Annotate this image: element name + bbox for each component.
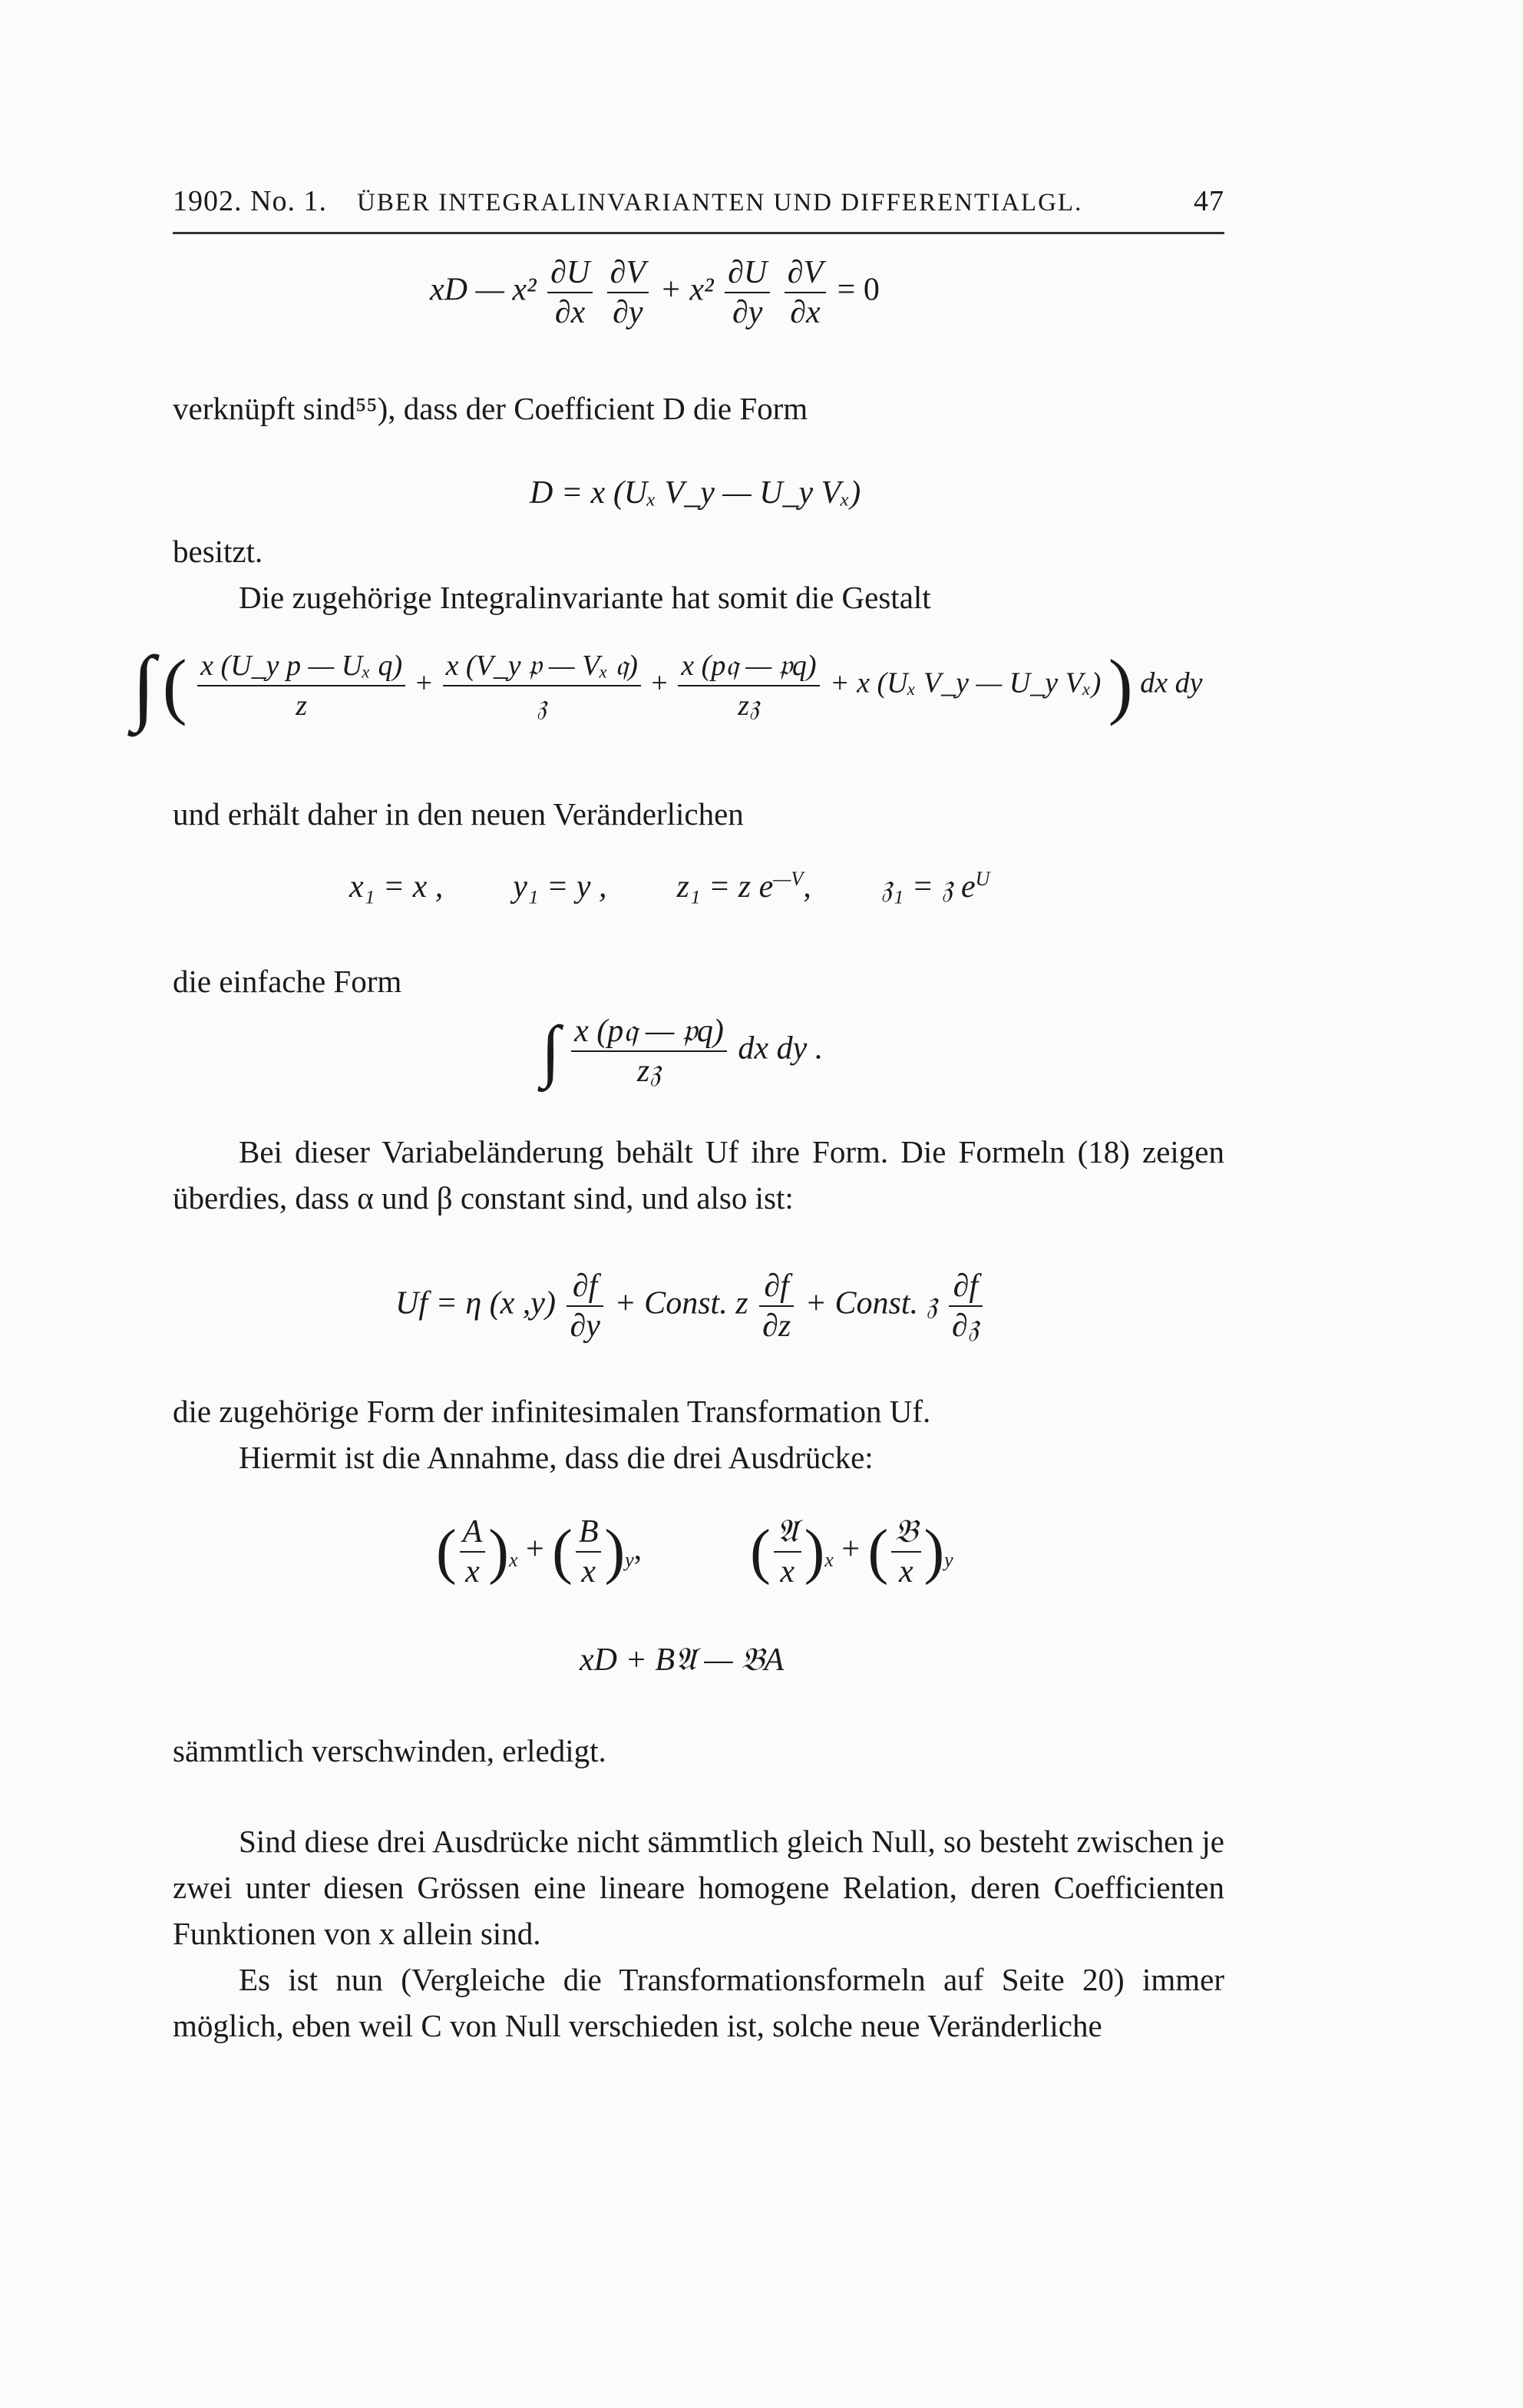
eq6-frac2: $\frac{\partial f}{\partial z}$ <box>759 1267 794 1345</box>
eq1-frac2: $\frac{\partial V}{\partial y}$ <box>607 253 649 332</box>
paragraph-11: Es ist nun (Vergleiche die Transformationsformeln auf Seite 20) immer möglich, eben weil C von Null verschieden ist, solche neue Veränderliche <box>173 1962 1224 2043</box>
eq6-lhs: Uf = η (x ,y) <box>395 1285 556 1321</box>
paragraph-3: Die zugehörige Integralinvariante hat somit die Gestalt <box>239 580 931 615</box>
eq1-lhs: xD — x² <box>430 272 537 308</box>
eq1-frac3: $\frac{\partial U}{\partial y}$ <box>725 253 770 332</box>
paragraph-9: sämmtlich verschwinden, erledigt. <box>173 1733 606 1768</box>
integral-sign: ∫ <box>132 639 156 733</box>
eq3-end: dx dy <box>1140 666 1203 700</box>
eq5-frac: $\frac{\text{x (p𝔮 — 𝔭q)}}{\text{z𝔷}}$ <box>571 1012 727 1090</box>
equation-3: ∫ ( $\frac{\text{x (U\_y p — Uₓ q)}}{z}$ + $\frac{\text{x (V\_y 𝔭 — Vₓ 𝔮)}}{\text{𝔷}}$ + $\frac{\text{x (p𝔮 — 𝔭q)}}{\text{z𝔷}}$ + x (Uₓ V_y — U_y Vₓ) ) dx dy <box>132 639 1203 733</box>
integral-sign-2: ∫ <box>541 1013 560 1089</box>
open-paren: ( <box>162 644 187 726</box>
paragraph-5: die einfache Form <box>173 964 402 999</box>
equation-6 <box>395 1267 986 1345</box>
eq3-tail: + x (Uₓ V_y — U_y Vₓ) <box>830 666 1102 700</box>
eq6-const1: + Const. z <box>614 1285 748 1321</box>
eq4-y1: y₁ = y , <box>513 869 607 905</box>
eq6-frac3: $\frac{\partial f}{\text{∂𝔷}}$ <box>949 1267 983 1345</box>
eq1-frac4: $\frac{\partial V}{\partial x}$ <box>785 253 826 332</box>
header-rule <box>173 232 1224 234</box>
equation-2: D = x (Uₓ V_y — U_y Vₓ) <box>530 475 861 511</box>
eq6-const2: + Const. 𝔷 <box>804 1285 938 1321</box>
eq3-frac3: $\frac{\text{x (p𝔮 — 𝔭q)}}{\text{z𝔷}}$ <box>678 647 819 725</box>
equation-7: ( $\frac{A}{x}$ )$_x$ + ( $\frac{B}{x}$ )$_y$, ( $\frac{\text{𝔄}}{x}$ )$_x$ + ( $\frac{\text{𝔅}}{x}$ )$_y$ <box>436 1514 953 1589</box>
paragraph-10: Sind diese drei Ausdrücke nicht sämmtlich gleich Null, so besteht zwischen je zwei unter diesen Grössen eine lineare homogene Relation, deren Coefficienten Funktionen von x allein sind. <box>173 1824 1224 1951</box>
paragraph-8: Hiermit ist die Annahme, dass die drei Ausdrücke: <box>239 1440 874 1475</box>
header-title: ÜBER INTEGRALINVARIANTEN UND DIFFERENTIALGL. <box>357 189 1083 217</box>
paragraph-7: die zugehörige Form der infinitesimalen Transformation Uf. <box>173 1394 931 1429</box>
eq4-x1: x₁ = x , <box>349 869 444 905</box>
equation-5 <box>541 1012 823 1090</box>
eq1-frac1: $\frac{\partial U}{\partial x}$ <box>547 253 593 332</box>
close-paren: ) <box>1108 644 1133 726</box>
paragraph-4: und erhält daher in den neuen Veränderlichen <box>173 796 744 832</box>
eq1-plus: + x² <box>659 272 714 308</box>
equation-1 <box>430 253 880 332</box>
eq4-z1: z₁ = z $e^{—V}$, <box>676 868 811 905</box>
eq3-frac1: $\frac{\text{x (U\_y p — Uₓ q)}}{z}$ <box>197 647 405 725</box>
eq4-zeta1: 𝔷₁ = 𝔷 $e^U$ <box>880 868 990 905</box>
paragraph-1: verknüpft sind⁵⁵), dass der Coefficient D die Form <box>173 391 808 426</box>
paragraph-6: Bei dieser Variabeländerung behält Uf ihre Form. Die Formeln (18) zeigen überdies, dass α und β constant sind, und also ist: <box>173 1134 1224 1216</box>
page-number: 47 <box>1194 185 1224 217</box>
equation-4 <box>349 868 989 905</box>
equation-8: xD + B𝔄 — 𝔅A <box>580 1642 785 1678</box>
eq6-frac1: $\frac{\partial f}{\partial y}$ <box>567 1267 603 1345</box>
paragraph-2: besitzt. <box>173 534 263 569</box>
eq1-rhs: = 0 <box>837 272 880 308</box>
eq5-end: dx dy . <box>738 1030 824 1067</box>
eq3-frac2: $\frac{\text{x (V\_y 𝔭 — Vₓ 𝔮)}}{\text{𝔷}}$ <box>443 647 641 725</box>
header-year-number: 1902. No. 1. <box>173 185 327 217</box>
